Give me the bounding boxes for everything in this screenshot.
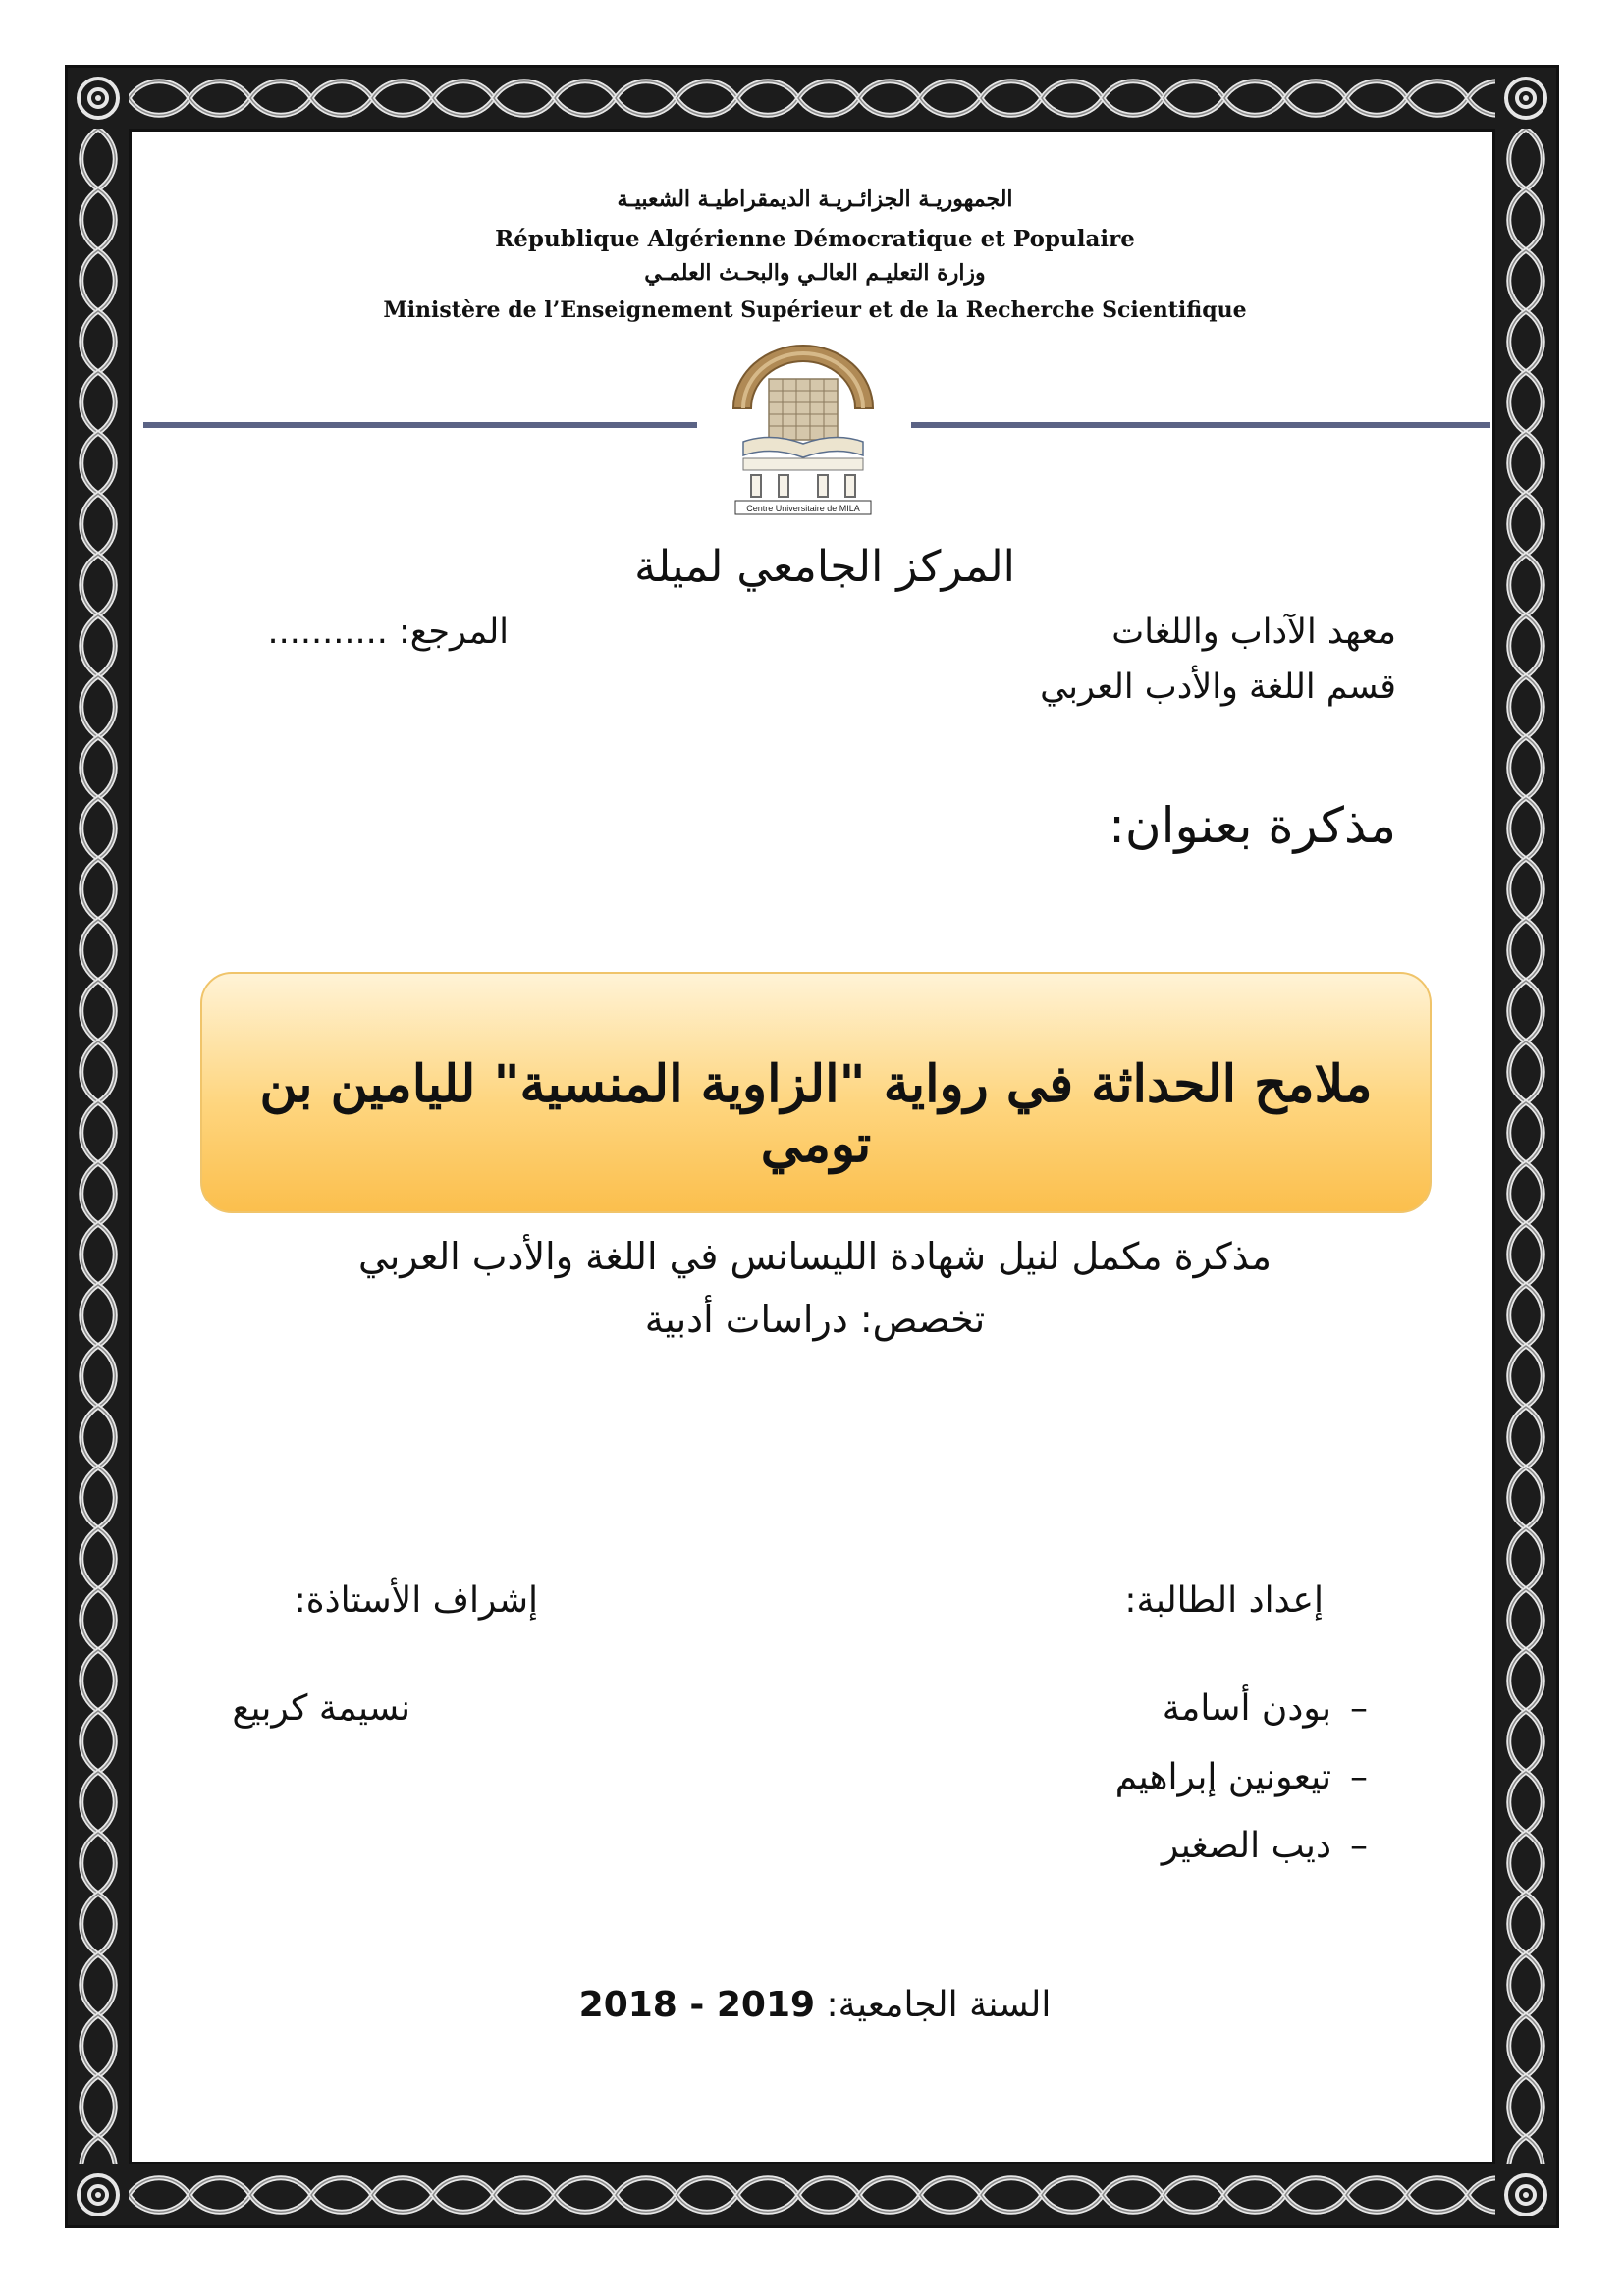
border-band-top [68, 68, 1556, 129]
ministry-name-arabic: وزارة التعليـم العالـي والبحـث العلمـي [644, 260, 986, 286]
student-name: ديب الصغير [1161, 1826, 1331, 1866]
list-dash: – [1350, 1757, 1368, 1797]
republic-name-french: République Algérienne Démocratique et Populaire [495, 226, 1135, 252]
border-band-left [68, 68, 129, 2225]
supervisor-label: إشراف الأستاذة: [294, 1580, 538, 1621]
university-center-name: المركز الجامعي لميلة [634, 542, 1015, 592]
border-corner-ornament [1495, 2164, 1556, 2225]
degree-statement: مذكرة مكمل لنيل شهادة الليسانس في اللغة والأدب العربي [358, 1235, 1272, 1278]
specialty-line: تخصص: دراسات أدبية [644, 1298, 986, 1341]
academic-year-value: 2018 - 2019 [578, 1985, 816, 2025]
institute-name: معهد الآداب واللغات [1111, 613, 1396, 652]
list-dash: – [1350, 1826, 1368, 1866]
academic-year-label: السنة الجامعية: [826, 1985, 1052, 2025]
reference-field: المرجع: ........... [267, 613, 509, 652]
logo-caption: Centre Universitaire de MILA [746, 504, 860, 513]
thesis-title-box [200, 972, 1432, 1213]
ministry-name-french: Ministère de l’Enseignement Supérieur et de la Recherche Scientifique [383, 297, 1247, 323]
academic-year [393, 1985, 1237, 2025]
list-item [1115, 1743, 1386, 1812]
border-corner-ornament [68, 2164, 129, 2225]
list-item [1115, 1812, 1386, 1881]
divider-rule-left [143, 422, 697, 428]
republic-name-arabic: الجمهوريـة الجزائـريـة الديمقراطيـة الشعبيـة [617, 187, 1013, 212]
border-band-bottom [68, 2164, 1556, 2225]
student-name: تيعونين إبراهيم [1114, 1757, 1331, 1797]
department-name: قسم اللغة والأدب العربي [1040, 667, 1396, 707]
border-corner-ornament [1495, 68, 1556, 129]
student-list [1115, 1675, 1386, 1881]
student-name: بودن أسامة [1162, 1688, 1331, 1729]
border-band-right [1495, 68, 1556, 2225]
list-item [1115, 1675, 1386, 1743]
university-logo [722, 340, 885, 522]
divider-rule-right [911, 422, 1490, 428]
memo-label: مذكرة بعنوان: [1109, 797, 1396, 854]
prepared-by-label: إعداد الطالبة: [1124, 1580, 1324, 1621]
border-corner-ornament [68, 68, 129, 129]
thesis-title: ملامح الحداثة في رواية "الزاوية المنسية" لليامين بن تومي [259, 1054, 1373, 1174]
supervisor-name: نسيمة كربيع [232, 1688, 410, 1729]
list-dash: – [1350, 1688, 1368, 1729]
